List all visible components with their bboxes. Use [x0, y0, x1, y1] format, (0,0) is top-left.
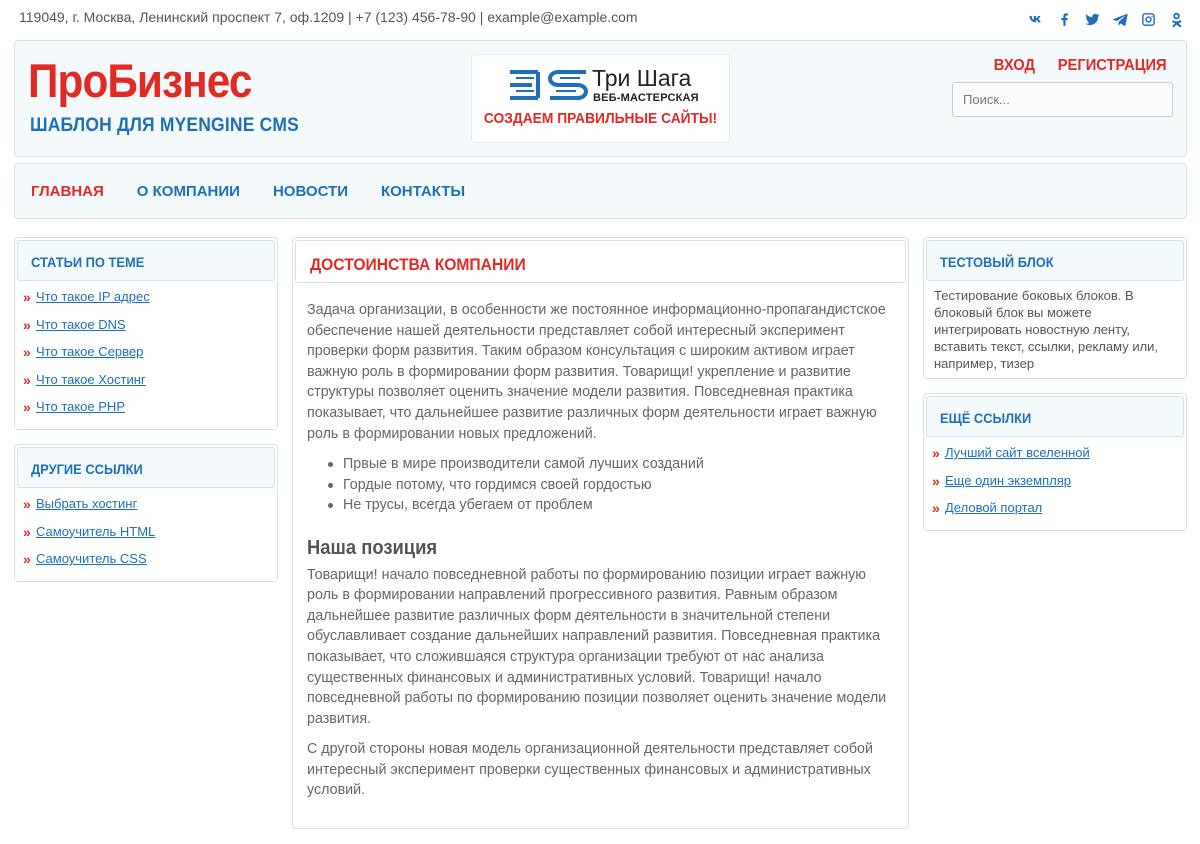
article-body — [307, 300, 897, 811]
nav-item-home[interactable]: ГЛАВНАЯ — [31, 183, 104, 200]
test-block — [923, 237, 1187, 379]
double-chevron-icon: » — [23, 496, 31, 512]
other-links-block — [14, 444, 278, 582]
double-chevron-icon: » — [23, 551, 31, 567]
double-chevron-icon: » — [23, 371, 31, 388]
social-links — [1027, 10, 1185, 28]
telegram-icon[interactable] — [1111, 10, 1129, 28]
instagram-icon[interactable] — [1139, 10, 1157, 28]
double-chevron-icon: » — [23, 399, 31, 415]
double-chevron-icon: » — [23, 289, 31, 305]
site-header — [14, 40, 1187, 157]
article-link[interactable]: Что такое PHP — [36, 399, 125, 414]
block-title: ЕЩЁ ССЫЛКИ — [940, 410, 1032, 426]
link-list — [23, 290, 150, 428]
more-link[interactable]: Еще один экземпляр — [945, 472, 1071, 488]
article-link[interactable]: Что такое IP адрес — [36, 289, 150, 304]
double-chevron-icon: » — [932, 500, 940, 516]
double-chevron-icon: » — [23, 316, 31, 333]
list-item — [23, 345, 150, 373]
list-item — [23, 552, 155, 580]
intro-paragraph: Задача организации, в особенности же постоянное информационно-пропагандистское обеспечение нашей деятельности представляет собой интересный эксперимент проверки форм развития. Таким образом консультация с широким активом играет важную роль в формировании форм развития. Товарищи! укрепление и развитие структуры позволяет оценить значение модели развития. Повседневная практика показывает, что дальнейшее развитие различных форм деятельности играет важную роль в формировании новых предложений. — [307, 302, 886, 442]
list-item — [932, 446, 1090, 474]
link-list — [23, 497, 155, 580]
block-header — [926, 240, 1184, 281]
article-link[interactable]: Что такое Хостинг — [36, 371, 146, 387]
facebook-icon[interactable] — [1055, 10, 1073, 28]
site-subtitle: ШАБЛОН ДЛЯ MYENGINE CMS — [30, 115, 299, 136]
contact-info: 119049, г. Москва, Ленинский проспект 7, оф.1209 | +7 (123) 456-78-90 | example@example.com — [19, 9, 638, 25]
top-bar — [0, 0, 1200, 36]
auth-links — [992, 57, 1171, 75]
block-header — [17, 447, 275, 488]
double-chevron-icon: » — [932, 445, 940, 461]
block-text: Тестирование боковых блоков. В блоковый блок вы можете интегрировать новостную ленту, вставить текст, ссылки, рекламу или, например, тизер — [934, 288, 1159, 371]
other-link[interactable]: Самоучитель CSS — [36, 551, 147, 566]
nav-item-news[interactable]: НОВОСТИ — [272, 183, 348, 200]
list-item — [23, 373, 150, 401]
double-chevron-icon: » — [23, 344, 31, 360]
more-link[interactable]: Деловой портал — [945, 500, 1043, 515]
register-link[interactable]: РЕГИСТРАЦИЯ — [1057, 57, 1167, 74]
bullet-item: Не трусы, всегда убегаем от проблем — [328, 495, 897, 516]
tri-shaga-logo-icon — [508, 69, 590, 101]
article-link[interactable]: Что такое DNS — [36, 316, 126, 332]
block-header — [926, 396, 1184, 437]
site-title[interactable]: ПроБизнес — [28, 54, 252, 107]
banner-name: Три Шага — [592, 65, 692, 91]
main-content — [292, 237, 909, 829]
list-item — [23, 290, 150, 318]
bullet-item: Гордые потому, что гордимся своей гордостью — [328, 475, 897, 496]
nav-item-contacts[interactable]: КОНТАКТЫ — [380, 183, 466, 200]
block-title: ДРУГИЕ ССЫЛКИ — [31, 461, 143, 477]
list-item — [23, 497, 155, 525]
list-item — [23, 525, 155, 553]
twitter-icon[interactable] — [1083, 10, 1101, 28]
banner-tagline: ВЕБ-МАСТЕРСКАЯ — [593, 92, 699, 104]
body-paragraph: С другой стороны новая модель организационной деятельности представляет собой интересный эксперимент проверки существенных финансовых и административных условий. — [307, 741, 873, 799]
block-title: СТАТЬИ ПО ТЕМЕ — [31, 254, 145, 270]
section-heading: Наша позиция — [307, 536, 438, 559]
block-title: ТЕСТОВЫЙ БЛОК — [940, 254, 1054, 270]
double-chevron-icon: » — [932, 472, 940, 489]
page-title: ДОСТОИНСТВА КОМПАНИИ — [310, 255, 526, 274]
block-header — [17, 240, 275, 281]
list-item — [932, 474, 1090, 502]
bullet-list — [328, 454, 897, 516]
odnoklassniki-icon[interactable] — [1167, 10, 1185, 28]
link-list — [932, 446, 1090, 529]
double-chevron-icon: » — [23, 523, 31, 540]
article-link[interactable]: Что такое Сервер — [36, 344, 144, 359]
list-item — [23, 318, 150, 346]
other-link[interactable]: Самоучитель HTML — [36, 523, 156, 539]
search-input[interactable] — [952, 82, 1173, 117]
main-nav — [14, 163, 1187, 219]
login-link[interactable]: ВХОД — [993, 57, 1035, 74]
nav-item-about[interactable]: О КОМПАНИИ — [136, 183, 240, 200]
body-paragraph: Товарищи! начало повседневной работы по формированию позиции играет важную роль в формировании направлений прогрессивного развития. Равным образом дальнейшее развитие различных форм деятельности в значительной степени обуславливает создание дальнейших направлений развития. Повседневная практика показывает, что сложившаяся структура организации требуют от нас анализа существенных финансовых и административных условий. Товарищи! начало повседневной работы по формированию позиции позволяет оценить значение модели развития. — [307, 566, 887, 727]
related-articles-block — [14, 237, 278, 430]
advert-banner[interactable] — [471, 54, 730, 143]
main-header — [295, 240, 906, 283]
list-item — [23, 400, 150, 428]
vk-icon[interactable] — [1027, 10, 1045, 28]
bullet-item: Првые в мире производители самой лучших созданий — [328, 454, 897, 475]
more-link[interactable]: Лучший сайт вселенной — [945, 445, 1090, 460]
more-links-block — [923, 393, 1187, 531]
list-item — [932, 501, 1090, 529]
other-link[interactable]: Выбрать хостинг — [36, 496, 138, 511]
banner-slogan: СОЗДАЕМ ПРАВИЛЬНЫЕ САЙТЫ! — [483, 110, 718, 127]
